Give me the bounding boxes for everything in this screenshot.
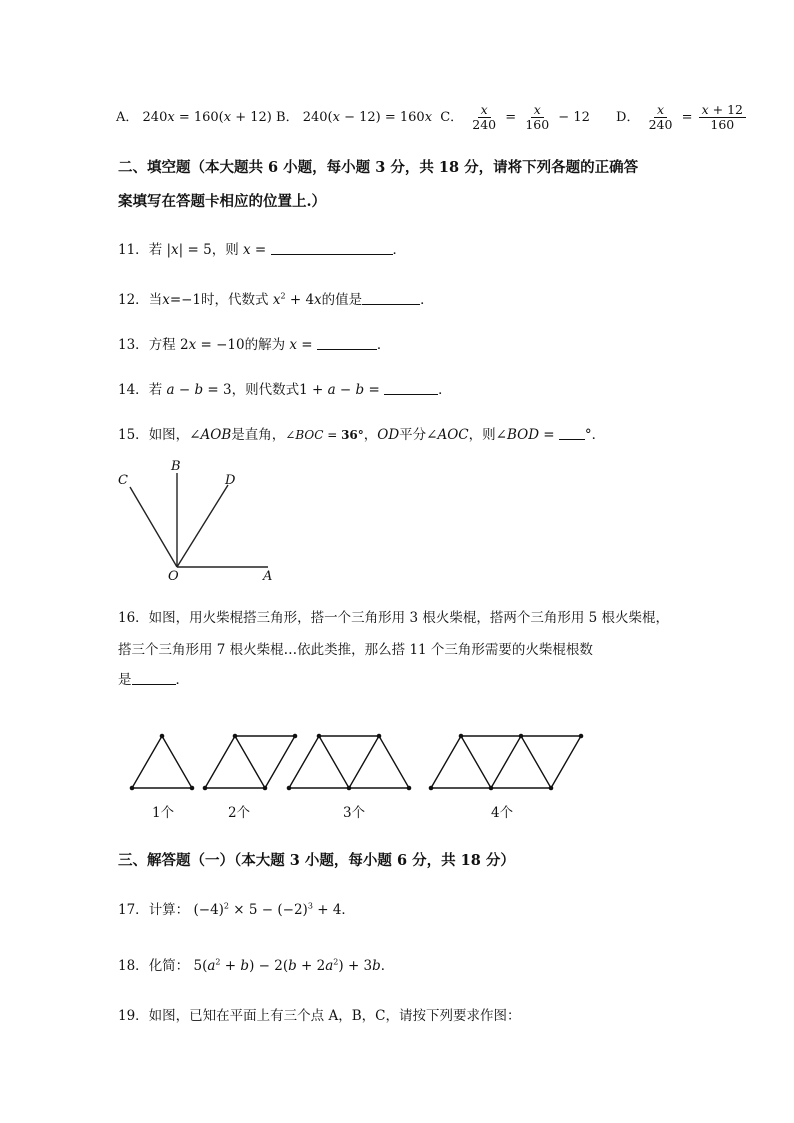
question-16-line2: 搭三个三角形用 7 根火柴棍…依此类推，那么搭 11 个三角形需要的火柴棍根数 [118, 642, 593, 658]
answer-blank [317, 337, 377, 350]
question-15: 15．如图，∠AOB是直角，∠BOC = 36°，OD平分∠AOC，则∠BOD = °． [118, 427, 606, 443]
question-18: 18．化简： $5(a^2 + b) - 2(b + 2a^2) + 3b$． [118, 957, 395, 974]
ray-od [177, 485, 228, 567]
caption-1: 1个 [152, 805, 175, 821]
answer-blank [559, 427, 585, 440]
option-d-label: D． [616, 110, 640, 125]
answer-blank [132, 672, 176, 685]
q12-math-a: x=−1 [162, 292, 202, 308]
label-a: A [263, 569, 273, 584]
q11-math: |x| = 5 [166, 242, 212, 258]
question-16-line3: 是 ． [118, 672, 189, 688]
caption-3: 3个 [343, 805, 366, 821]
question-13: 13．方程 2x = −10的解为 x = ． [118, 337, 391, 353]
triangles-2 [205, 736, 265, 788]
answer-blank [384, 382, 438, 395]
q15-angle-boc: ∠BOC = 36° [285, 428, 364, 442]
answer-blank [271, 242, 393, 255]
question-12: 12．当x=−1时，代数式 $x^2 + 4x$的值是 ． [118, 291, 434, 308]
option-b-formula: 240(x − 12) = 160x [302, 110, 433, 125]
q12-math-b: $x^2 + 4x$ [272, 291, 322, 308]
q15-od: OD [377, 427, 400, 443]
option-d-formula: $\frac{x}{240}$ = $\frac{x + 12}{160}$ [644, 110, 748, 125]
angle-figure [110, 455, 290, 585]
label-o: O [168, 569, 179, 584]
label-b: B [171, 459, 181, 474]
q15-angle-aoc: ∠AOC [426, 427, 469, 443]
q15-angle-aob: ∠AOB [189, 427, 232, 443]
option-a-label: A． [116, 110, 139, 125]
option-a-formula: 240x = 160(x + 12) [142, 110, 272, 125]
q13-math: 2x = −10 [179, 337, 245, 353]
ray-oc [130, 487, 177, 567]
q15-angle-bod: ∠BOD = [495, 427, 555, 443]
label-d: D [225, 473, 236, 488]
caption-2: 2个 [228, 805, 251, 821]
triangles-4 [431, 736, 491, 788]
q18-expression: $5(a^2 + b) - 2(b + 2a^2) + 3b$ [193, 957, 381, 974]
q14-math-a: a − b = 3 [166, 382, 232, 398]
q10-options [116, 103, 748, 132]
question-14: 14．若 a − b = 3，则代数式1 + a − b = ． [118, 382, 452, 398]
matchstick-figure [0, 720, 794, 830]
option-b-label: B． [276, 110, 299, 125]
section2-heading-line1: 二、填空题（本大题共 6 小题，每小题 3 分，共 18 分，请将下列各题的正确答 [118, 159, 639, 176]
label-c: C [118, 473, 128, 488]
triangles-3 [289, 736, 349, 788]
q14-math-b: 1 + a − b = [299, 382, 380, 398]
answer-blank [362, 292, 420, 305]
q17-expression: $(-4)^2 \times 5 - (-2)^3 + 4$ [193, 901, 342, 918]
question-11: 11．若 |x| = 5，则 x = ． [118, 242, 407, 258]
question-16-line1: 16．如图，用火柴棍搭三角形，搭一个三角形用 3 根火柴棍，搭两个三角形用 5 根火柴棍， [118, 610, 670, 626]
option-c-label: C． [440, 110, 464, 125]
option-c-formula: $\frac{x}{240}$ = $\frac{x}{160}$ − 12 [472, 102, 595, 132]
section2-heading-line2: 案填写在答题卡相应的位置上.） [118, 193, 327, 210]
question-17: 17．计算： $(-4)^2 \times 5 - (-2)^3 + 4$． [118, 901, 355, 918]
section3-heading: 三、解答题（一）（本大题 3 小题，每小题 6 分，共 18 分） [118, 852, 515, 869]
triangles-1 [132, 736, 192, 788]
question-19: 19．如图，已知在平面上有三个点 A，B，C，请按下列要求作图： [118, 1008, 521, 1024]
caption-4: 4个 [491, 805, 514, 821]
